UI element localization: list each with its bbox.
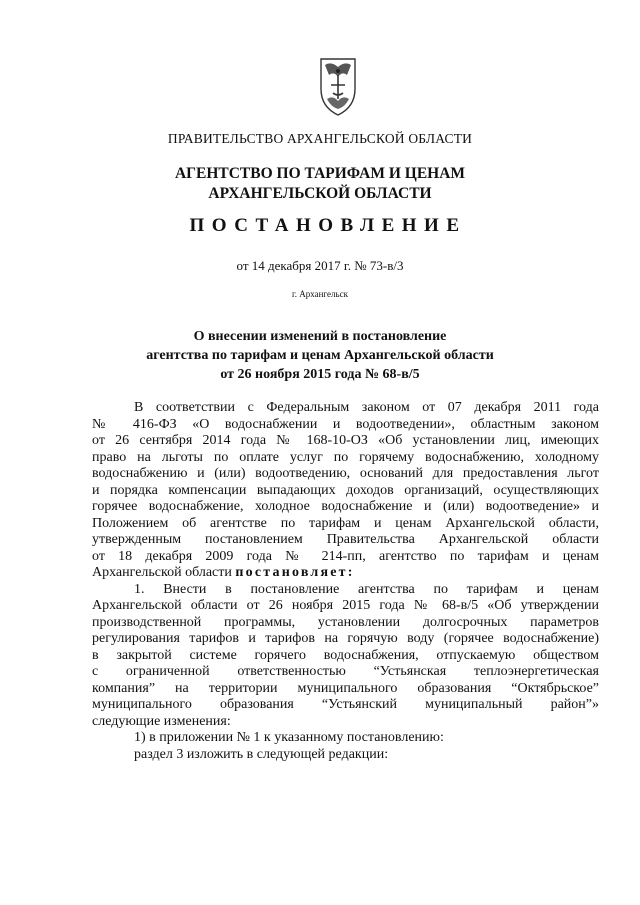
prices-word: ценам: [562, 581, 599, 597]
agency-title: [0, 164, 640, 204]
subject-line2: агентства по тарифам и ценам Архангельской области: [146, 348, 494, 363]
body-line: в закрытой системе горячего водоснабжения, отпускаемую обществом: [92, 647, 599, 663]
body-line: и порядка компенсации выпадающих доходов организаций, осуществляющих: [92, 482, 599, 498]
document-type: ПОСТАНОВЛЕНИЕ: [189, 215, 467, 236]
body-line: 1) в приложении № 1 к указанному постановлению:: [134, 730, 444, 745]
body-line: В соответствии с Федеральным законом от 07 декабря 2011 года: [134, 400, 599, 415]
government-title: ПРАВИТЕЛЬСТВО АРХАНГЕЛЬСКОЙ ОБЛАСТИ: [167, 131, 473, 146]
agency-title-line1: АГЕНТСТВО ПО ТАРИФАМ И ЦЕНАМ: [174, 165, 466, 182]
resolves-word: постановляет:: [235, 565, 355, 580]
body-line: муниципального образования “Устьянский муниципальный район”»: [92, 697, 599, 712]
subject-line3: от 26 ноября 2015 года № 68-в/5: [220, 367, 420, 382]
body-line: Архангельской области от 26 ноября 2015 года № 68-в/5 «Об утверждении: [92, 598, 599, 613]
body-line: от 26 сентября 2014 года № 168-10-ОЗ «Об установлении лиц, имеющих: [92, 433, 599, 448]
body-line: 1. Внести в постановление агентства по тарифам и: [134, 581, 544, 597]
city: г. Архангельск: [292, 289, 348, 299]
body-line: раздел 3 изложить в следующей редакции:: [134, 746, 389, 762]
agency-title-line2: АРХАНГЕЛЬСКОЙ ОБЛАСТИ: [208, 185, 432, 202]
body-line: право на льготы по оплате услуг по горячему водоснабжению, холодному: [92, 449, 599, 465]
body-line: Архангельской области: [92, 565, 236, 580]
document-body: [92, 400, 599, 763]
body-line: утвержденным постановлением Правительства Архангельской области: [92, 532, 599, 547]
body-line: производственной программы, установлении долгосрочных параметров: [92, 614, 599, 630]
body-line: горячее водоснабжение, холодное водоснабжение и (или) водоотведение» и: [92, 499, 599, 514]
body-line: водоснабжению и (или) водоотведению, оснований для предоставления льгот: [92, 466, 599, 481]
body-line: регулирования тарифов и тарифов на горячую воду (горячее водоснабжение): [92, 631, 599, 646]
body-line: с ограниченной ответственностью “Устьянская теплоэнергетическая: [92, 664, 599, 679]
body-line-resolves: [92, 565, 599, 582]
body-line: Положением об агентстве по тарифам и ценам Архангельской области,: [92, 515, 599, 531]
body-line: от 18 декабря 2009 года № 214-пп, агентство по тарифам и ценам: [92, 548, 599, 564]
document-subject: [0, 327, 640, 384]
item-1-line: [92, 582, 599, 599]
subject-line1: О внесении изменений в постановление: [193, 329, 447, 344]
body-line: компания” на территории муниципального образования “Октябрьское”: [92, 680, 599, 696]
date-and-number: от 14 декабря 2017 г. № 73-в/3: [236, 258, 404, 273]
body-line: № 416-ФЗ «О водоснабжении и водоотведении», областным законом: [92, 416, 599, 432]
body-line: следующие изменения:: [92, 713, 231, 729]
coat-of-arms-emblem: [311, 55, 365, 117]
